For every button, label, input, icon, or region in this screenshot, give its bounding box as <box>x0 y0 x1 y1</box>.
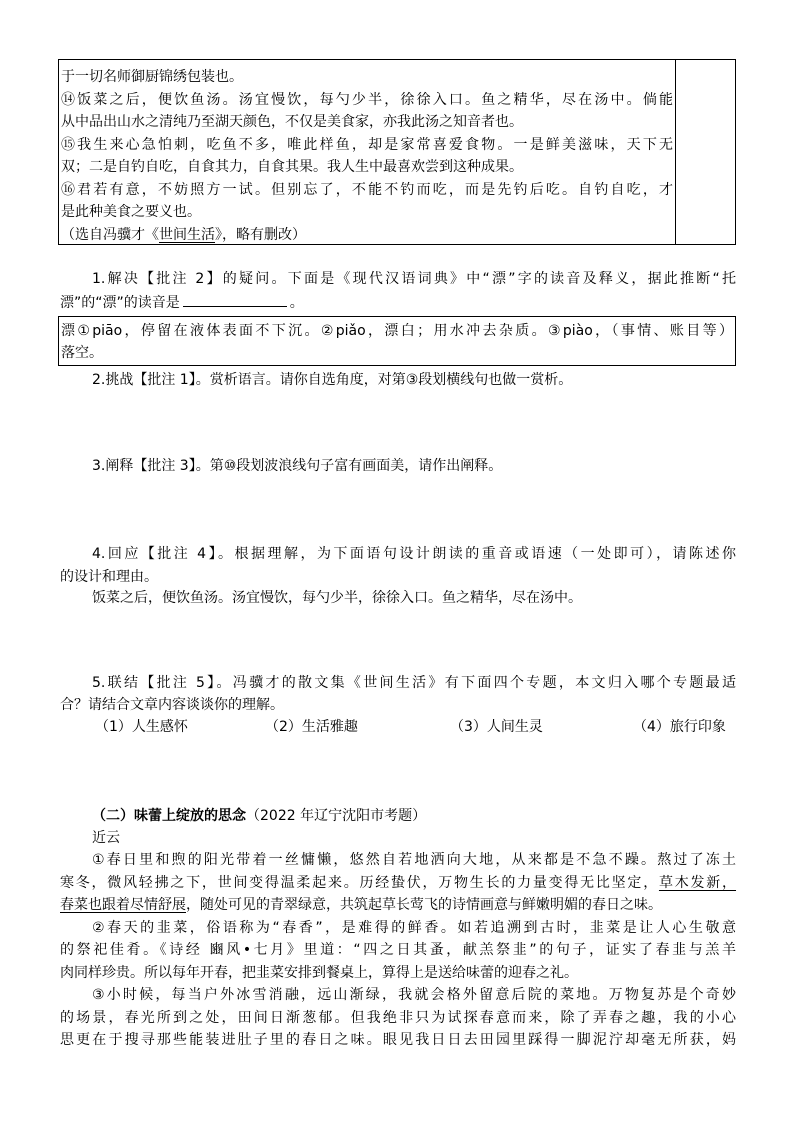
option-3: （3）人间生灵 <box>450 719 543 735</box>
dictionary-line-2: 落空。 <box>61 345 103 361</box>
section-2-heading <box>92 805 736 827</box>
passage-table <box>58 59 736 245</box>
question-2-text: 2.挑战【批注 1】。赏析语言。请你自选角度，对第③段划横线句也做一赏析。 <box>92 372 573 388</box>
table-column-divider <box>675 60 676 244</box>
question-5-line-1: 5.联结【批注 5】。冯骥才的散文集《世间生活》有下面四个专题，本文归入哪个专题最适 <box>92 675 736 691</box>
question-3 <box>92 455 736 477</box>
dictionary-text <box>61 320 733 364</box>
paragraph-line: ②春天的韭菜，俗语称为“春香”，是难得的鲜香。如若追溯到古时，韭菜是让人心生敬意 <box>92 919 736 936</box>
passage-line: ⑭饭菜之后，便饮鱼汤。汤宜慢饮，每勺少半，徐徐入口。鱼之精华，尽在汤中。倘能 <box>61 91 673 108</box>
passage-line: 于一切名师御厨锦绣包装也。 <box>61 69 243 85</box>
option-4: （4）旅行印象 <box>633 719 726 735</box>
paragraph-segment: ，随处可见的青翠绿意，共筑起草长莺飞的诗情画意与鲜嫩明媚的春日之味。 <box>186 897 662 913</box>
passage-line: 从中品出山水之清纯乃至湖天颜色，不仅是美食家，亦我此汤之知音者也。 <box>61 114 523 130</box>
passage-source <box>61 224 673 247</box>
paragraph-line: ①春日里和煦的阳光带着一丝慵懒，悠然自若地洒向大地，从来都是不急不躁。熬过了冻土 <box>92 852 736 868</box>
underlined-sentence: 春菜也跟着尽情舒展 <box>60 897 186 913</box>
question-2 <box>92 369 736 391</box>
paragraph-segment: 寒冬，微风轻拂之下，世间变得温柔起来。历经蛰伏，万物生长的力量变得无比坚定， <box>60 874 659 891</box>
question-4-line-2: 的设计和理由。 <box>60 569 158 585</box>
question-4-cont <box>60 566 736 588</box>
paragraph-line: ③小时候，每当户外冰雪消融，远山渐绿，我就会格外留意后院的菜地。万物复苏是个奇妙 <box>92 987 736 1003</box>
quoted-sentence: 饭菜之后，便饮鱼汤。汤宜慢饮，每勺少半，徐徐入口。鱼之精华，尽在汤中。 <box>92 590 582 606</box>
question-1-end: 。 <box>289 295 304 311</box>
passage-line: 双；二是自钓自吃，自食其力，自食其果。我人生中最喜欢尝到这种成果。 <box>61 159 523 175</box>
passage-line: ⑯君若有意，不妨照方一试。但别忘了，不能不钓而吃，而是先钓后吃。自钓自吃，才 <box>61 181 673 198</box>
question-5-cont <box>60 694 736 716</box>
option-2: （2）生活雅趣 <box>265 719 358 735</box>
paragraph-line <box>60 872 736 895</box>
dictionary-line-1: 漂①piāo，停留在液体表面不下沉。②piǎo，漂白；用水冲去杂质。③piào，（事情、账目等） <box>61 323 733 339</box>
question-1-cont <box>60 291 736 314</box>
paragraph-line: 的祭祀佳肴。《诗经 豳风•七月》里道：“四之日其蚤，献羔祭韭”的句子，证实了春韭与羔羊 <box>60 942 736 958</box>
option-1: （1）人生感怀 <box>95 719 188 735</box>
topic-options <box>95 716 735 738</box>
question-3-text: 3.阐释【批注 3】。第⑩段划波浪线句子富有画面美，请作出阐释。 <box>92 458 503 474</box>
paragraph-line: 肉同样珍贵。所以每年开春，把韭菜安排到餐桌上，算得上是送给味蕾的迎春之礼。 <box>60 964 578 981</box>
question-4-line-1: 4.回应【批注 4】。根据理解，为下面语句设计朗读的重音或语速（一处即可），请陈述你 <box>92 546 736 562</box>
question-4 <box>92 543 736 565</box>
dictionary-box <box>58 316 736 366</box>
underlined-sentence: 草木发新， <box>658 874 737 891</box>
question-4-quote <box>92 587 736 609</box>
author-name: 近云 <box>92 830 120 846</box>
question-1 <box>92 268 736 290</box>
passage-line: ⑮我生来心急怕刺，吃鱼不多，唯此样鱼，却是家常喜爱食物。一是鲜美滋味，天下无 <box>61 136 673 153</box>
section-source: （2022 年辽宁沈阳市考题） <box>246 808 427 824</box>
passage-line: 是此种美食之要义也。 <box>61 204 201 220</box>
section-title: （二）味蕾上绽放的思念 <box>92 808 246 824</box>
paragraph-line: 思更在于搜寻那些能装进肚子里的春日之味。眼见我日日去田园里踩得一脚泥泞却毫无所获，妈 <box>60 1032 736 1048</box>
source-book-title: 世间生活 <box>159 226 215 243</box>
source-prefix: （选自冯骥才《 <box>61 226 159 243</box>
paragraph-line <box>60 894 736 917</box>
passage-text <box>61 66 673 246</box>
paragraph-line: 的场景，春光所到之处，田间日渐葱郁。但我绝非只为试探春意而来，除了弄春之趣，我的小心 <box>60 1009 736 1026</box>
source-suffix: 》，略有删改） <box>215 226 306 243</box>
question-5 <box>92 672 736 694</box>
question-5-line-2: 合？请结合文章内容谈谈你的理解。 <box>60 697 284 713</box>
question-1-line-2: 漂”的“漂”的读音是 <box>60 295 180 311</box>
section-2-body <box>60 849 736 1052</box>
question-1-line-1: 1.解决【批注 2】的疑问。下面是《现代汉语词典》中“漂”字的读音及释义，据此推断“托 <box>92 271 736 287</box>
answer-blank[interactable] <box>183 291 287 307</box>
section-2-author <box>92 827 292 849</box>
